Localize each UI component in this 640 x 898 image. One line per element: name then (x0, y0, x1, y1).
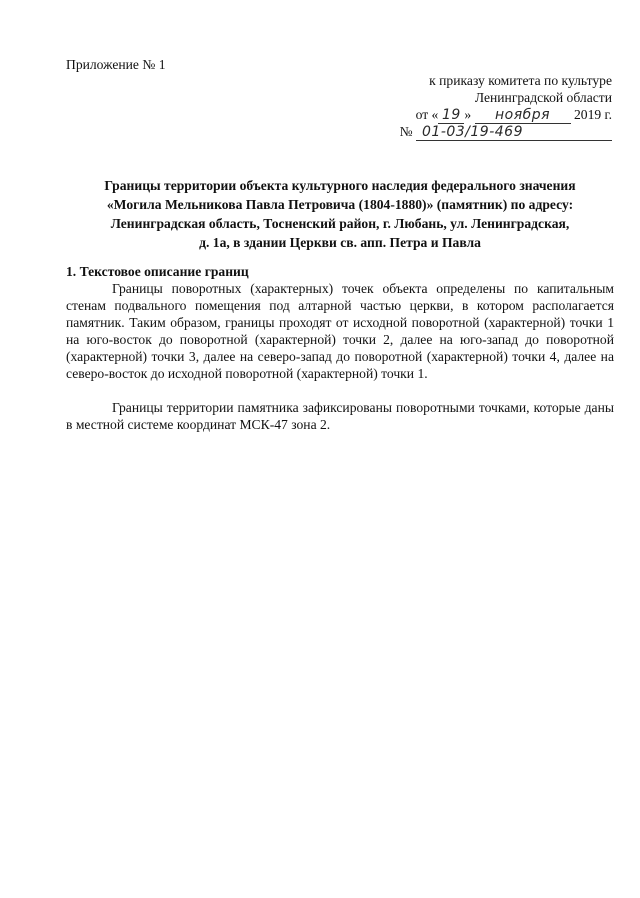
order-line-1: к приказу комитета по культуре (429, 73, 612, 88)
title-line-3: Ленинградская область, Тосненский район, г. Любань, ул. Ленинградская, (110, 216, 570, 231)
title-line-4: д. 1а, в здании Церкви св. апп. Петра и Павла (199, 235, 481, 250)
title-line-1: Границы территории объекта культурного наследия федерального значения (104, 178, 576, 193)
order-line-2: Ленинградской области (474, 90, 612, 105)
date-day-handwritten: 19 (438, 108, 464, 124)
number-handwritten: 01-03/19-469 (416, 125, 612, 141)
title-line-2: «Могила Мельникова Павла Петровича (1804-1880)» (памятник) по адресу: (106, 197, 574, 212)
number-prefix: № (399, 124, 413, 139)
paragraph-2: Границы территории памятника зафиксированы поворотными точками, которые даны в местной системе координат МСК-47 зона 2. (66, 400, 614, 432)
paragraph-1: Границы поворотных (характерных) точек объекта определены по капитальным стенам подвального помещения под алтарной частью церкви, в котором располагается памятник. Таким образом, границы проходят от исходной поворотной (характерной) точки 1 на юго-восток до поворотной (характерной) точки 2, далее на юго-запад до поворотной (характерной) точки 3, далее на северо-запад до поворотной (характерной) точки 4, далее на северо-восток до исходной поворотной (характерной) точки 1. (66, 281, 614, 381)
date-prefix: от « (415, 107, 439, 122)
date-year: 2019 г. (573, 107, 612, 122)
document-title (66, 176, 614, 252)
order-number (312, 123, 612, 140)
order-date (312, 106, 612, 123)
appendix-label: Приложение № 1 (66, 57, 166, 72)
order-reference (312, 72, 612, 140)
date-month-handwritten: ноября (475, 108, 571, 124)
date-mid: » (464, 107, 472, 122)
section-heading: 1. Текстовое описание границ (66, 264, 249, 279)
